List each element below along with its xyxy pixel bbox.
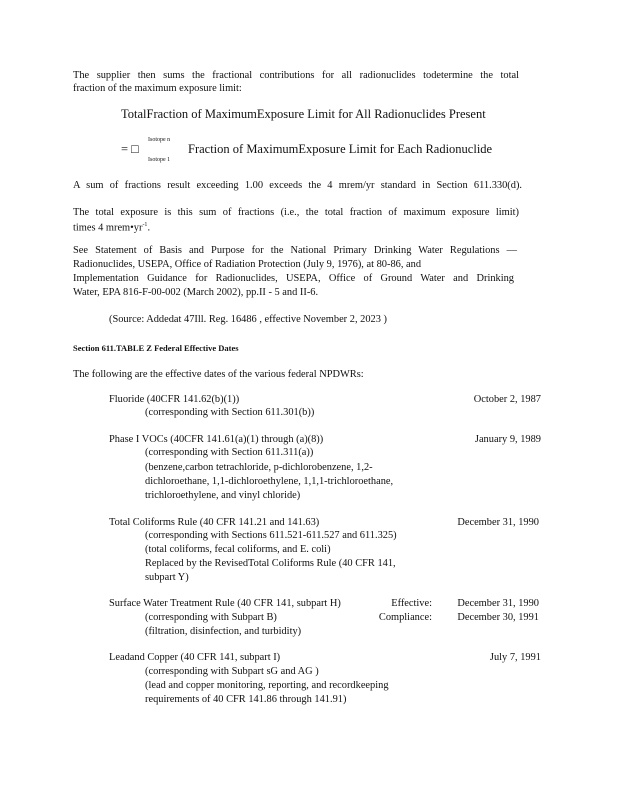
formula-rhs: Fraction of MaximumExposure Limit for Each Radionuclide [188,142,493,156]
formula-title: TotalFraction of MaximumExposure Limit for All Radionuclides Present [121,107,486,121]
sum-lower-limit: Isotope 1 [148,157,171,163]
phase1-line-4: dichloroethane, 1,1-dichloroethylene, 1,1,1-trichloroethane, [145,476,394,487]
see-line-4: Water, EPA 816-F-00-002 (March 2002), pp.II - 5 and II-6. [73,287,319,298]
swtr-line-3: (filtration, disinfection, and turbidity) [145,626,302,637]
swtr-effective-date: December 31, 1990 [457,598,539,609]
coliforms-date: December 31, 1990 [457,517,539,528]
total-exposure-line-1: The total exposure is this sum of fractions (i.e., the total fraction of maximum exposure limit) [73,207,519,218]
section-heading: Section 611.TABLE Z Federal Effective Dates [73,343,239,353]
period: . [147,222,151,234]
sum-upper-limit: Isotope n [148,137,171,143]
swtr-effective-label: Effective: [391,598,432,609]
coliforms-line-3: (total coliforms, fecal coliforms, and E. coli) [145,544,331,555]
see-line-2: Radionuclides, USEPA, Office of Radiation Protection (July 9, 1976), at 80-86, and [73,259,422,270]
following-line: The following are the effective dates of the various federal NPDWRs: [73,369,364,380]
fluoride-line-1: Fluoride (40CFR 141.62(b)(1)) [109,394,240,405]
sum-paragraph: A sum of fractions result exceeding 1.00 exceeds the 4 mrem/yr standard in Section 611.330(d). [73,180,522,191]
phase1-line-1: Phase I VOCs (40CFR 141.61(a)(1) through (a)(8)) [109,434,324,445]
fluoride-line-2: (corresponding with Section 611.301(b)) [145,407,315,418]
leadcopper-line-1: Leadand Copper (40 CFR 141, subpart I) [109,652,281,663]
leadcopper-date: July 7, 1991 [489,652,541,663]
phase1-line-5: trichloroethylene, and vinyl chloride) [145,490,301,501]
swtr-line-1: Surface Water Treatment Rule (40 CFR 141, subpart H) [109,598,341,609]
phase1-date: January 9, 1989 [474,434,541,445]
equals-sign: = □ [121,142,139,156]
source-note: (Source: Addedat 47Ill. Reg. 16486 , effective November 2, 2023 ) [109,314,387,325]
coliforms-line-5: subpart Y) [145,572,189,583]
swtr-compliance-date: December 30, 1991 [457,612,539,623]
phase1-line-3: (benzene,carbon tetrachloride, p-dichlorobenzene, 1,2- [145,462,373,473]
leadcopper-line-4: requirements of 40 CFR 141.86 through 141.91) [145,694,347,705]
coliforms-line-1: Total Coliforms Rule (40 CFR 141.21 and 141.63) [109,517,320,528]
see-line-3: Implementation Guidance for Radionuclides, USEPA, Office of Ground Water and Drinking [73,273,514,284]
phase1-line-2: (corresponding with Section 611.311(a)) [145,447,314,458]
fluoride-date: October 2, 1987 [473,394,541,405]
coliforms-line-4: Replaced by the RevisedTotal Coliforms Rule (40 CFR 141, [145,558,396,569]
intro-line-2: fraction of the maximum exposure limit: [73,83,242,94]
exponent: -1 [142,222,148,228]
total-exposure-line-2 [73,219,150,234]
swtr-line-2: (corresponding with Subpart B) [145,612,277,623]
intro-line-1: The supplier then sums the fractional contributions for all radionuclides todetermine the total [73,70,519,81]
total-exposure-text: times 4 mrem•yr [73,222,143,234]
coliforms-line-2: (corresponding with Sections 611.521-611.527 and 611.325) [145,530,397,541]
swtr-compliance-label: Compliance: [378,612,432,623]
leadcopper-line-2: (corresponding with Subpart sG and AG ) [145,666,319,677]
leadcopper-line-3: (lead and copper monitoring, reporting, and recordkeeping [145,680,389,691]
see-line-1: See Statement of Basis and Purpose for the National Primary Drinking Water Regulations — [73,245,517,256]
